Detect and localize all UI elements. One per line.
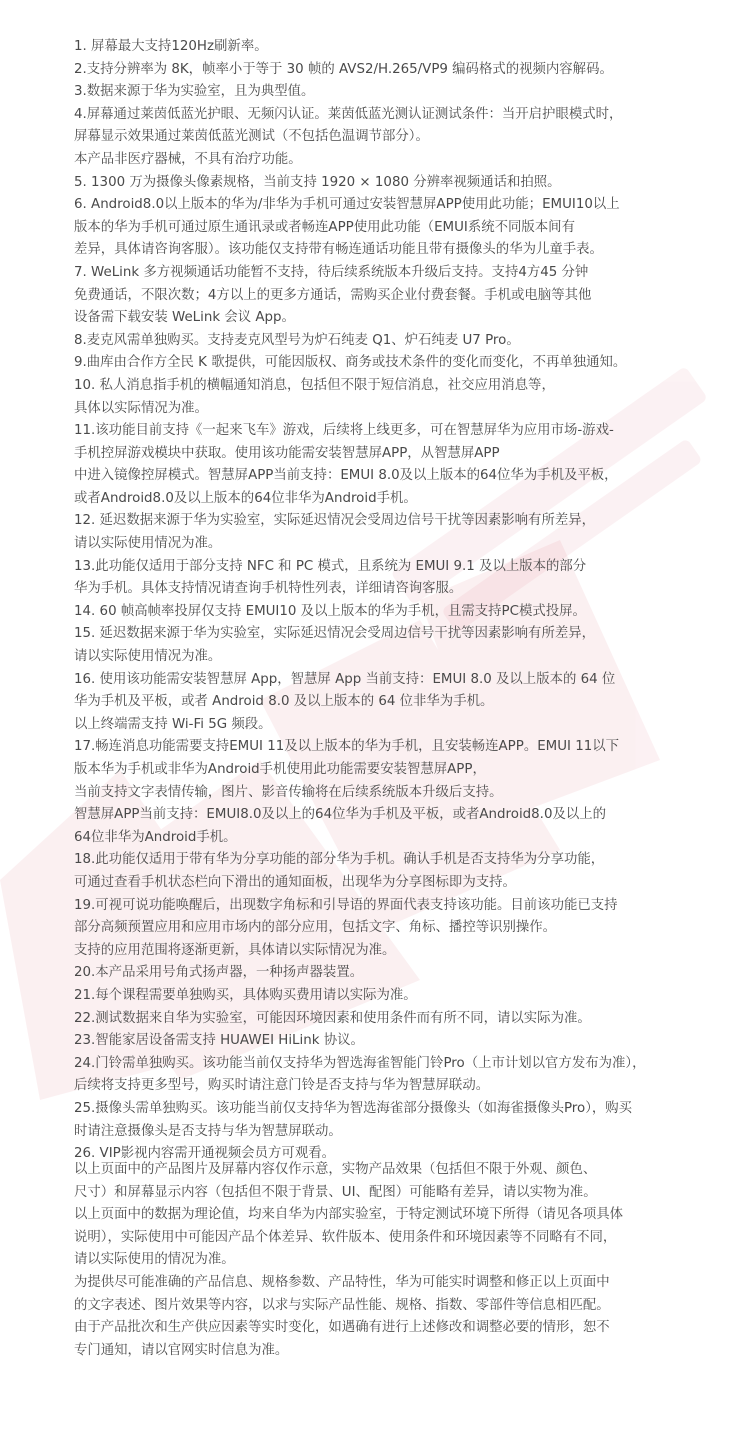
footnote-line: 华为手机及平板，或者 Android 8.0 及以上版本的 64 位非华为手机。 bbox=[74, 694, 494, 710]
footnote-line: 2.支持分辨率为 8K，帧率小于等于 30 帧的 AVS2/H.265/VP9 编码格式的视频内容解码。 bbox=[74, 61, 613, 77]
footnote-line: 或者Android8.0及以上版本的64位非华为Android手机。 bbox=[74, 490, 417, 506]
footnote-line: 后续将支持更多型号，购买时请注意门铃是否支持与华为智慧屏联动。 bbox=[74, 1078, 490, 1094]
footnote-line: 11.该功能目前支持《一起来飞车》游戏，后续将上线更多，可在智慧屏华为应用市场-游戏- bbox=[74, 423, 614, 439]
footnote-line: 19.可视可说功能唤醒后，出现数字角标和引导语的界面代表支持该功能。目前该功能已支持 bbox=[74, 897, 618, 913]
footnote-line: 18.此功能仅适用于带有华为分享功能的部分华为手机。确认手机是否支持华为分享功能， bbox=[74, 852, 605, 868]
footnote-line: 本产品非医疗器械，不具有治疗功能。 bbox=[74, 151, 302, 167]
footnote-line: 7. WeLink 多方视频通话功能暂不支持，待后续系统版本升级后支持。支持4方45 分钟 bbox=[74, 264, 589, 280]
footnote-line: 10. 私人消息指手机的横幅通知消息，包括但不限于短信消息，社交应用消息等， bbox=[74, 377, 555, 393]
footnote-line: 23.智能家居设备需支持 HUAWEI HiLink 协议。 bbox=[74, 1033, 364, 1049]
footnote-line: 当前支持文字表情传输，图片、影音传输将在后续系统版本升级后支持。 bbox=[74, 784, 503, 800]
footnote-line: 1. 屏幕最大支持120Hz刷新率。 bbox=[74, 39, 268, 54]
footnote-line: 设备需下载安装 WeLink 会议 App。 bbox=[74, 310, 295, 326]
footnote-line: 请以实际使用情况为准。 bbox=[74, 536, 222, 552]
footnote-line: 免费通话，不限次数；4方以上的更多方通话，需购买企业付费套餐。手机或电脑等其他 bbox=[74, 287, 592, 303]
footnote-line: 版本的华为手机可通过原生通讯录或者畅连APP使用此功能（EMUI系统不同版本间有 bbox=[74, 219, 575, 235]
disclaimer-line: 请以实际使用的情况为准。 bbox=[74, 1252, 235, 1268]
footnote-line: 15. 延迟数据来源于华为实验室，实际延迟情况会受周边信号干扰等因素影响有所差异， bbox=[74, 626, 596, 642]
footnote-line: 20.本产品采用号角式扬声器，一种扬声器装置。 bbox=[74, 965, 364, 981]
disclaimer-line: 专门通知，请以官网实时信息为准。 bbox=[74, 1342, 289, 1358]
footnote-line: 版本华为手机或非华为Android手机使用此功能需要安装智慧屏APP， bbox=[74, 762, 486, 777]
footnote-line: 具体以实际情况为准。 bbox=[74, 400, 208, 416]
footnote-line: 6. Android8.0以上版本的华为/非华为手机可通过安装智慧屏APP使用此功能；EMUI10以上 bbox=[74, 197, 620, 213]
footnote-line: 22.测试数据来自华为实验室，可能因环境因素和使用条件而有所不同，请以实际为准。 bbox=[74, 1010, 591, 1026]
footnote-line: 16. 使用该功能需安装智慧屏 App，智慧屏 App 当前支持：EMUI 8.0 及以上版本的 64 位 bbox=[74, 671, 616, 687]
disclaimer-line: 说明），实际使用中可能因产品个体差异、软件版本、使用条件和环境因素等不同略有不同， bbox=[74, 1229, 617, 1245]
footnote-line: 手机控屏游戏模块中获取。使用该功能需安装智慧屏APP，从智慧屏APP bbox=[74, 445, 500, 461]
footnote-line: 12. 延迟数据来源于华为实验室，实际延迟情况会受周边信号干扰等因素影响有所差异， bbox=[74, 513, 596, 529]
footnote-line: 差异，具体请咨询客服）。该功能仅支持带有畅连通话功能且带有摄像头的华为儿童手表。 bbox=[74, 242, 603, 258]
footnote-line: 智慧屏APP当前支持：EMUI8.0及以上的64位华为手机及平板，或者Android8.0及以上的 bbox=[74, 807, 607, 823]
disclaimer-line: 的文字表述、图片效果等内容，以求与实际产品性能、规格、指数、零部件等信息相匹配。 bbox=[74, 1297, 610, 1313]
footnote-line: 14. 60 帧高帧率投屏仅支持 EMUI10 及以上版本的华为手机，且需支持PC模式投屏。 bbox=[74, 603, 586, 619]
footnote-line: 8.麦克风需单独购买。支持麦克风型号为炉石纯麦 Q1、炉石纯麦 U7 Pro。 bbox=[74, 332, 520, 348]
footnote-line: 时请注意摄像头是否支持与华为智慧屏联动。 bbox=[74, 1123, 342, 1139]
footnote-line: 64位非华为Android手机。 bbox=[74, 829, 237, 845]
footnote-line: 13.此功能仅适用于部分支持 NFC 和 PC 模式，且系统为 EMUI 9.1 及以上版本的部分 bbox=[74, 558, 587, 574]
footnote-line: 中进入镜像控屏模式。智慧屏APP当前支持：EMUI 8.0及以上版本的64位华为手机及平板， bbox=[74, 468, 618, 484]
footnote-line: 可通过查看手机状态栏向下滑出的通知面板，出现华为分享图标即为支持。 bbox=[74, 874, 516, 890]
footnote-line: 25.摄像头需单独购买。该功能当前仅支持华为智选海雀部分摄像头（如海雀摄像头Pro），购买 bbox=[74, 1100, 633, 1116]
disclaimer-section bbox=[74, 1159, 714, 1362]
footnote-line: 部分高频预置应用和应用市场内的部分应用，包括文字、角标、播控等识别操作。 bbox=[74, 920, 557, 936]
footnote-line: 5. 1300 万为摄像头像素规格，当前支持 1920 × 1080 分辨率视频通话和拍照。 bbox=[74, 174, 561, 190]
disclaimer-line: 为提供尽可能准确的产品信息、规格参数、产品特性，华为可能实时调整和修正以上页面中 bbox=[74, 1274, 610, 1290]
disclaimer-line: 尺寸）和屏幕显示内容（包括但不限于背景、UI、配图）可能略有差异，请以实物为准。 bbox=[74, 1184, 597, 1200]
footnote-line: 4.屏幕通过莱茵低蓝光护眼、无频闪认证。莱茵低蓝光测认证测试条件：当开启护眼模式时， bbox=[74, 106, 623, 122]
footnote-line: 9.曲库由合作方全民 K 歌提供，可能因版权、商务或技术条件的变化而变化，不再单独通知。 bbox=[74, 355, 627, 371]
footnote-line: 屏幕显示效果通过莱茵低蓝光测试（不包括色温调节部分）。 bbox=[74, 129, 429, 145]
footnote-line: 3.数据来源于华为实验室，且为典型值。 bbox=[74, 84, 315, 100]
footnote-line: 26. VIP影视内容需开通视频会员方可观看。 bbox=[74, 1146, 335, 1162]
footnote-line: 支持的应用范围将逐渐更新，具体请以实际情况为准。 bbox=[74, 942, 396, 958]
footnote-line: 17.畅连消息功能需要支持EMUI 11及以上版本的华为手机，且安装畅连APP。EMUI 11以下 bbox=[74, 739, 620, 755]
footnote-line: 21.每个课程需要单独购买，具体购买费用请以实际为准。 bbox=[74, 987, 417, 1003]
footnote-line: 以上终端需支持 Wi-Fi 5G 频段。 bbox=[74, 716, 272, 732]
disclaimer-line: 以上页面中的数据为理论值，均来自华为内部实验室，于特定测试环境下所得（请见各项具体 bbox=[74, 1207, 624, 1223]
footnote-line: 24.门铃需单独购买。该功能当前仅支持华为智选海雀智能门铃Pro（上市计划以官方发布为准）， bbox=[74, 1055, 646, 1071]
disclaimer-line: 以上页面中的产品图片及屏幕内容仅作示意，实物产品效果（包括但不限于外观、颜色、 bbox=[74, 1162, 597, 1177]
footnote-line: 华为手机。具体支持情况请查询手机特性列表，详细请咨询客服。 bbox=[74, 581, 463, 597]
disclaimer-line: 由于产品批次和生产供应因素等实时变化，如遇确有进行上述修改和调整必要的情形，恕不 bbox=[74, 1320, 610, 1336]
footnote-line: 请以实际使用情况为准。 bbox=[74, 649, 222, 665]
footnotes-list bbox=[74, 36, 714, 1166]
